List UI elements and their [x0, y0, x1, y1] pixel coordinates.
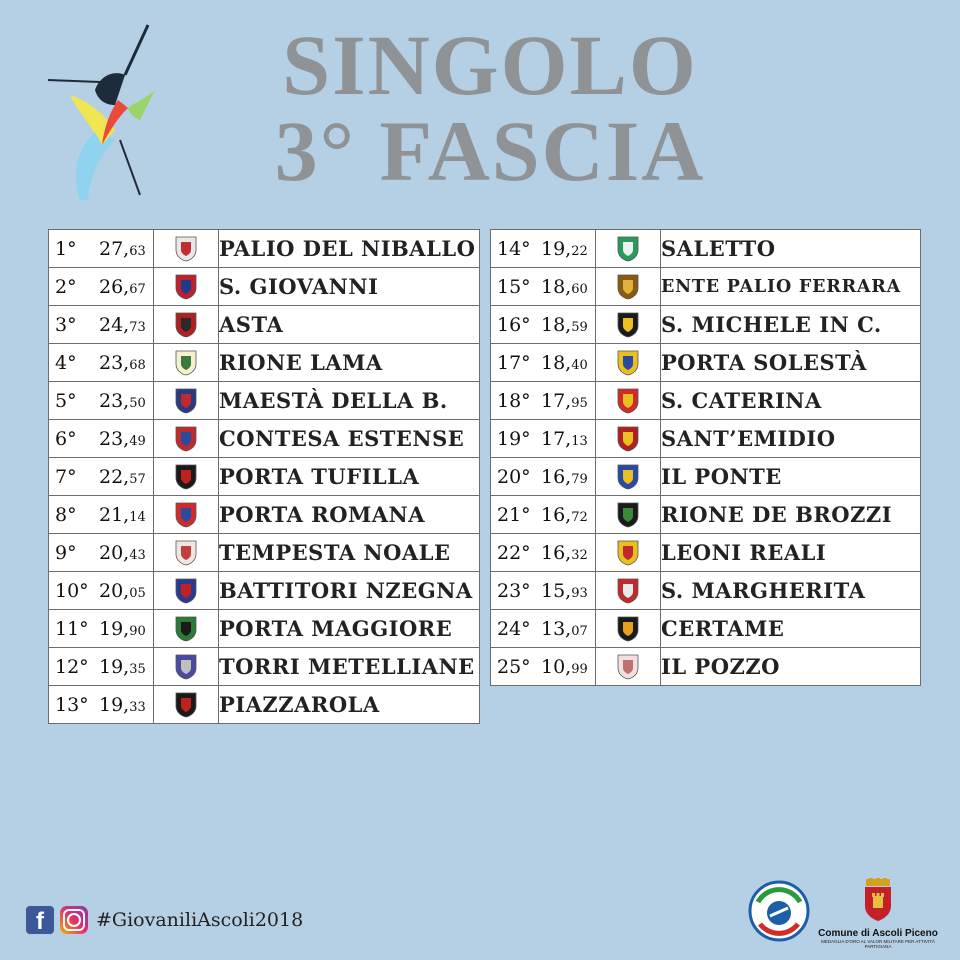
crest-cell — [154, 458, 219, 496]
rank-score-cell — [49, 382, 154, 420]
rank-position: 18° — [497, 389, 531, 412]
crest-cell — [154, 344, 219, 382]
score-decimal: 68 — [129, 357, 146, 373]
score-integer: 16, — [541, 503, 572, 526]
rank-position: 9° — [55, 541, 77, 564]
ranking-row — [49, 496, 480, 534]
ranking-row — [49, 344, 480, 382]
rank-score-cell — [49, 230, 154, 268]
rank-position: 3° — [55, 313, 77, 336]
ranking-row — [491, 344, 921, 382]
score — [99, 352, 146, 374]
score-integer: 13, — [541, 617, 572, 640]
battitori-nzegna-crest-icon — [175, 578, 197, 604]
rank-position: 5° — [55, 389, 77, 412]
score — [541, 466, 588, 488]
rank-score-cell — [49, 344, 154, 382]
crest-cell — [154, 686, 219, 724]
contestant-name: IL PONTE — [661, 458, 921, 496]
score-decimal: 72 — [571, 509, 588, 525]
hashtag: #GiovaniliAscoli2018 — [96, 909, 304, 931]
ranking-row — [491, 572, 921, 610]
title-line-1: SINGOLO — [282, 17, 698, 113]
crest-cell — [596, 496, 661, 534]
contesa-estense-crest-icon — [175, 426, 197, 452]
contestant-name: RIONE DE BROZZI — [661, 496, 921, 534]
crest-cell — [596, 268, 661, 306]
page-title — [220, 17, 760, 199]
score-decimal: 13 — [571, 433, 588, 449]
crest-cell — [596, 306, 661, 344]
crest-cell — [596, 382, 661, 420]
crest-cell — [596, 572, 661, 610]
contestant-name: PALIO DEL NIBALLO — [219, 230, 480, 268]
score — [541, 542, 588, 564]
rank-score-cell — [491, 572, 596, 610]
crest-cell — [596, 344, 661, 382]
score-integer: 21, — [99, 503, 130, 526]
ranking-row — [491, 230, 921, 268]
crest-cell — [154, 268, 219, 306]
rank-score-cell — [49, 610, 154, 648]
rank-score-cell — [49, 686, 154, 724]
rank-score-cell — [491, 610, 596, 648]
rione-de-brozzi-crest-icon — [617, 502, 639, 528]
ranking-table-right — [490, 229, 921, 686]
s-margherita-crest-icon — [617, 578, 639, 604]
social-footer — [26, 904, 303, 936]
rank-position: 17° — [497, 351, 531, 374]
crest-cell — [154, 610, 219, 648]
porta-tufilla-crest-icon — [175, 464, 197, 490]
score — [99, 580, 146, 602]
comune-block — [818, 878, 938, 949]
score — [99, 390, 146, 412]
rank-position: 23° — [497, 579, 531, 602]
rank-score-cell — [491, 420, 596, 458]
contestant-name: LEONI REALI — [661, 534, 921, 572]
rank-position: 12° — [55, 655, 89, 678]
score — [541, 656, 588, 678]
contestant-name: RIONE LAMA — [219, 344, 480, 382]
score-integer: 17, — [541, 389, 572, 412]
crest-cell — [154, 420, 219, 458]
score-integer: 19, — [99, 655, 130, 678]
rione-lama-crest-icon — [175, 350, 197, 376]
ranking-row — [491, 306, 921, 344]
crest-cell — [154, 496, 219, 534]
rank-score-cell — [491, 534, 596, 572]
contestant-name: PIAZZAROLA — [219, 686, 480, 724]
ranking-row — [491, 458, 921, 496]
score-integer: 26, — [99, 275, 130, 298]
score — [99, 276, 146, 298]
ranking-row — [491, 268, 921, 306]
contestant-name: S. GIOVANNI — [219, 268, 480, 306]
ranking-row — [49, 610, 480, 648]
contestant-name: MAESTÀ DELLA B. — [219, 382, 480, 420]
rank-position: 6° — [55, 427, 77, 450]
rank-score-cell — [49, 306, 154, 344]
rank-position: 11° — [55, 617, 89, 640]
rank-score-cell — [491, 230, 596, 268]
score-integer: 27, — [99, 237, 130, 260]
rank-position: 2° — [55, 275, 77, 298]
score-decimal: 40 — [571, 357, 588, 373]
score — [99, 504, 146, 526]
score-decimal: 33 — [129, 699, 146, 715]
rank-position: 4° — [55, 351, 77, 374]
contestant-name: IL POZZO — [661, 648, 921, 686]
rank-position: 21° — [497, 503, 531, 526]
ranking-row — [49, 268, 480, 306]
ranking-row — [49, 534, 480, 572]
ranking-row — [49, 420, 480, 458]
certame-crest-icon — [617, 616, 639, 642]
rank-score-cell — [491, 306, 596, 344]
rank-position: 22° — [497, 541, 531, 564]
score-integer: 23, — [99, 427, 130, 450]
score-integer: 23, — [99, 351, 130, 374]
rank-score-cell — [491, 496, 596, 534]
score — [541, 390, 588, 412]
score — [99, 238, 146, 260]
score-decimal: 93 — [571, 585, 588, 601]
ranking-row — [49, 230, 480, 268]
score-decimal: 63 — [129, 243, 146, 259]
ranking-row — [491, 496, 921, 534]
score — [99, 694, 146, 716]
ranking-row — [49, 458, 480, 496]
rank-score-cell — [491, 458, 596, 496]
score-decimal: 14 — [129, 509, 146, 525]
rank-position: 25° — [497, 655, 531, 678]
score-decimal: 57 — [129, 471, 146, 487]
rank-score-cell — [491, 344, 596, 382]
rank-position: 24° — [497, 617, 531, 640]
contestant-name: SANT’EMIDIO — [661, 420, 921, 458]
contestant-name: S. CATERINA — [661, 382, 921, 420]
score — [541, 618, 588, 640]
facebook-icon[interactable]: f — [26, 906, 54, 934]
score-integer: 19, — [541, 237, 572, 260]
contestant-name: CONTESA ESTENSE — [219, 420, 480, 458]
comune-name: Comune di Ascoli Piceno — [818, 928, 938, 939]
rank-position: 20° — [497, 465, 531, 488]
rank-score-cell — [49, 648, 154, 686]
contestant-name: ENTE PALIO FERRARA — [661, 268, 921, 306]
score — [99, 466, 146, 488]
contestant-name: TORRI METELLIANE — [219, 648, 480, 686]
porta-romana-crest-icon — [175, 502, 197, 528]
score-decimal: 99 — [571, 661, 588, 677]
score-integer: 19, — [99, 617, 130, 640]
ranking-row — [491, 648, 921, 686]
crest-cell — [596, 230, 661, 268]
rank-score-cell — [49, 496, 154, 534]
comune-subtitle: MEDAGLIA D'ORO AL VALOR MILITARE PER ATTIVITÀ PARTIGIANA — [821, 939, 935, 949]
ranking-row — [49, 686, 480, 724]
score-integer: 23, — [99, 389, 130, 412]
sant-emidio-crest-icon — [617, 426, 639, 452]
score — [541, 238, 588, 260]
contestant-name: ASTA — [219, 306, 480, 344]
contestant-name: PORTA TUFILLA — [219, 458, 480, 496]
score-decimal: 73 — [129, 319, 146, 335]
score-integer: 24, — [99, 313, 130, 336]
score-integer: 22, — [99, 465, 130, 488]
s-caterina-crest-icon — [617, 388, 639, 414]
rank-position: 8° — [55, 503, 77, 526]
torri-metelliane-crest-icon — [175, 654, 197, 680]
crest-cell — [596, 534, 661, 572]
contestant-name: TEMPESTA NOALE — [219, 534, 480, 572]
ranking-table-left — [48, 229, 480, 724]
score-decimal: 05 — [129, 585, 146, 601]
ranking-row — [491, 534, 921, 572]
contestant-name: PORTA MAGGIORE — [219, 610, 480, 648]
porta-solesta-crest-icon — [617, 350, 639, 376]
score — [541, 276, 588, 298]
s-giovanni-crest-icon — [175, 274, 197, 300]
contestant-name: S. MARGHERITA — [661, 572, 921, 610]
score-decimal: 49 — [129, 433, 146, 449]
rank-position: 1° — [55, 237, 77, 260]
il-ponte-crest-icon — [617, 464, 639, 490]
rank-position: 14° — [497, 237, 531, 260]
crest-cell — [596, 648, 661, 686]
score-decimal: 35 — [129, 661, 146, 677]
score-decimal: 07 — [571, 623, 588, 639]
score-integer: 17, — [541, 427, 572, 450]
rank-score-cell — [49, 268, 154, 306]
score-decimal: 60 — [571, 281, 588, 297]
rank-position: 19° — [497, 427, 531, 450]
score — [99, 428, 146, 450]
contestant-name: PORTA SOLESTÀ — [661, 344, 921, 382]
score-integer: 16, — [541, 541, 572, 564]
rank-score-cell — [491, 268, 596, 306]
ranking-row — [49, 572, 480, 610]
ranking-row — [491, 382, 921, 420]
contestant-name: SALETTO — [661, 230, 921, 268]
event-logo-icon — [40, 20, 170, 205]
score-integer: 15, — [541, 579, 572, 602]
rank-position: 16° — [497, 313, 531, 336]
ranking-row — [491, 610, 921, 648]
rank-score-cell — [49, 458, 154, 496]
rank-score-cell — [491, 648, 596, 686]
contestant-name: S. MICHELE IN C. — [661, 306, 921, 344]
score-integer: 18, — [541, 351, 572, 374]
rank-score-cell — [49, 534, 154, 572]
crest-cell — [596, 420, 661, 458]
score-integer: 19, — [99, 693, 130, 716]
crest-cell — [596, 458, 661, 496]
score-integer: 20, — [99, 579, 130, 602]
score — [99, 542, 146, 564]
contestant-name: BATTITORI NZEGNA — [219, 572, 480, 610]
score-decimal: 50 — [129, 395, 146, 411]
score — [541, 504, 588, 526]
contestant-name: PORTA ROMANA — [219, 496, 480, 534]
score — [99, 314, 146, 336]
score-decimal: 95 — [571, 395, 588, 411]
crest-cell — [154, 572, 219, 610]
rank-position: 15° — [497, 275, 531, 298]
rank-score-cell — [491, 382, 596, 420]
comune-crest-icon — [860, 878, 896, 922]
score-integer: 10, — [541, 655, 572, 678]
crest-cell — [154, 306, 219, 344]
saletto-crest-icon — [617, 236, 639, 262]
score-decimal: 59 — [571, 319, 588, 335]
s-michele-crest-icon — [617, 312, 639, 338]
instagram-icon[interactable] — [60, 906, 88, 934]
crest-cell — [154, 648, 219, 686]
score-decimal: 32 — [571, 547, 588, 563]
ranking-row — [49, 306, 480, 344]
leoni-reali-crest-icon — [617, 540, 639, 566]
porta-maggiore-crest-icon — [175, 616, 197, 642]
crest-cell — [154, 382, 219, 420]
palio-del-niballo-crest-icon — [175, 236, 197, 262]
piazzarola-crest-icon — [175, 692, 197, 718]
score — [541, 314, 588, 336]
ranking-row — [49, 382, 480, 420]
score-integer: 16, — [541, 465, 572, 488]
crest-cell — [154, 534, 219, 572]
ente-palio-ferrara-crest-icon — [617, 274, 639, 300]
federation-logo-icon — [748, 880, 810, 942]
tempesta-noale-crest-icon — [175, 540, 197, 566]
score-decimal: 79 — [571, 471, 588, 487]
ranking-row — [491, 420, 921, 458]
rank-score-cell — [49, 572, 154, 610]
score-decimal: 43 — [129, 547, 146, 563]
score — [541, 428, 588, 450]
score-decimal: 90 — [129, 623, 146, 639]
score — [99, 618, 146, 640]
crest-cell — [596, 610, 661, 648]
rank-position: 13° — [55, 693, 89, 716]
title-line-2: 3° FASCIA — [274, 103, 706, 199]
ranking-row — [49, 648, 480, 686]
score — [541, 352, 588, 374]
score-decimal: 67 — [129, 281, 146, 297]
rank-score-cell — [49, 420, 154, 458]
rank-position: 7° — [55, 465, 77, 488]
asta-crest-icon — [175, 312, 197, 338]
score-decimal: 22 — [571, 243, 588, 259]
rank-position: 10° — [55, 579, 89, 602]
il-pozzo-crest-icon — [617, 654, 639, 680]
crest-cell — [154, 230, 219, 268]
contestant-name: CERTAME — [661, 610, 921, 648]
score — [541, 580, 588, 602]
score-integer: 20, — [99, 541, 130, 564]
score-integer: 18, — [541, 275, 572, 298]
score — [99, 656, 146, 678]
score-integer: 18, — [541, 313, 572, 336]
maesta-della-b-crest-icon — [175, 388, 197, 414]
